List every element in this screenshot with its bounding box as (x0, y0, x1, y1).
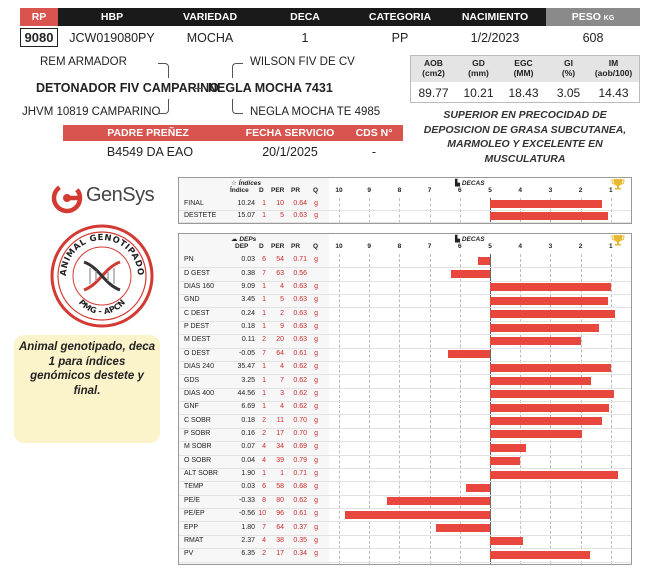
header-rp: RP (31, 11, 47, 23)
pedigree-line (195, 88, 203, 89)
row-percentile: 34 (276, 443, 284, 451)
cds-value: - (371, 145, 377, 159)
row-quality: g (314, 211, 318, 219)
row-quality: g (314, 389, 318, 397)
row-precision: 0.63 (293, 282, 307, 290)
row-label: DIAS 240 (184, 363, 214, 371)
gd-value: 10.21 (463, 86, 494, 100)
row-precision: 0.79 (293, 456, 307, 464)
deca-bar (490, 457, 520, 465)
row-deca: 6 (262, 483, 266, 491)
row-quality: g (314, 282, 318, 290)
egc-value: 18.43 (508, 86, 539, 100)
row-quality: g (314, 199, 318, 207)
row-label: EPP (184, 523, 199, 531)
aob-table (410, 55, 640, 103)
deca-bar (490, 324, 599, 332)
row-separator (179, 281, 631, 282)
deca-tick-label: 9 (367, 187, 371, 194)
row-quality: g (314, 523, 318, 531)
row-precision: 0.63 (293, 296, 307, 304)
row-value: 3.45 (241, 296, 255, 304)
row-separator (179, 521, 631, 522)
row-separator (179, 495, 631, 496)
row-percentile: 64 (276, 349, 284, 357)
deca-bar (490, 297, 608, 305)
deca-tick-label: 4 (518, 243, 522, 250)
row-label: C DEST (184, 309, 210, 317)
row-separator (179, 441, 631, 442)
row-value: -0.05 (239, 349, 255, 357)
row-label: D GEST (184, 269, 211, 277)
row-deca: 6 (262, 256, 266, 264)
deca-bar (490, 377, 591, 385)
row-value: 44.56 (237, 389, 255, 397)
row-percentile: 54 (276, 256, 284, 264)
row-precision: 0.61 (293, 349, 307, 357)
row-precision: 0.71 (293, 256, 307, 264)
deca-bar (490, 404, 609, 412)
header-padre-prenez: PADRE PREÑEZ (107, 127, 189, 139)
row-percentile: 7 (280, 376, 284, 384)
row-separator (179, 307, 631, 308)
indices-title: ☆ Índices (231, 180, 262, 187)
deps-col-pr: PR (291, 243, 301, 250)
row-quality: g (314, 256, 318, 264)
row-label: ALT SOBR (184, 470, 218, 478)
aob-value: 89.77 (418, 86, 449, 100)
header-nacimiento: NACIMIENTO (461, 11, 529, 23)
trophy-icon (611, 178, 625, 190)
row-precision: 0.62 (293, 389, 307, 397)
row-separator (179, 267, 631, 268)
row-precision: 0.64 (293, 199, 307, 207)
row-precision: 0.63 (293, 309, 307, 317)
row-value: 6.69 (241, 403, 255, 411)
aob-header-aob: AOB (cm2) (422, 58, 445, 78)
row-percentile: 63 (276, 269, 284, 277)
row-quality: g (314, 429, 318, 437)
row-deca: 4 (262, 456, 266, 464)
dam-sire: WILSON FIV DE CV (250, 56, 355, 68)
row-precision: 0.69 (293, 443, 307, 451)
row-value: 35.47 (237, 363, 255, 371)
row-quality: g (314, 336, 318, 344)
row-value: -0.33 (239, 496, 255, 504)
row-label: O DEST (184, 349, 211, 357)
deca-bar (490, 310, 615, 318)
deca-tick-label: 1 (608, 243, 613, 250)
row-quality: g (314, 443, 318, 451)
deca-tick-label: 10 (335, 187, 343, 194)
row-value: 1.90 (241, 470, 255, 478)
deps-col-q: Q (313, 243, 319, 250)
deca-bar (490, 444, 526, 452)
row-value: 0.07 (241, 443, 255, 451)
row-precision: 0.37 (293, 523, 307, 531)
row-percentile: 1 (280, 470, 284, 478)
indices-panel (178, 177, 632, 224)
row-percentile: 17 (276, 550, 284, 558)
row-value: 15.07 (237, 211, 255, 219)
row-label: O SOBR (184, 456, 212, 464)
deps-decas-label: ▙ DECAS (455, 236, 485, 243)
row-value: 0.18 (241, 416, 255, 424)
dam-dam: NEGLA MOCHA TE 4985 (250, 106, 381, 118)
row-separator (179, 348, 631, 349)
deps-panel (178, 233, 632, 565)
row-percentile: 38 (276, 536, 284, 544)
aob-header-gi: GI (%) (561, 58, 576, 78)
row-label: PE/E (184, 496, 200, 504)
row-percentile: 39 (276, 456, 284, 464)
row-value: 0.16 (241, 429, 255, 437)
row-quality: g (314, 456, 318, 464)
gensys-wordmark: GenSys (86, 184, 155, 206)
indices-col-d: D (259, 187, 264, 194)
gensys-logo (50, 178, 170, 218)
fecha-servicio-value: 20/1/2025 (262, 145, 318, 159)
row-value: 0.38 (241, 269, 255, 277)
deca-bar (490, 537, 523, 545)
row-deca: 1 (262, 296, 266, 304)
variedad-value: MOCHA (186, 31, 234, 45)
row-quality: g (314, 323, 318, 331)
row-precision: 0.34 (293, 550, 307, 558)
deca-bar (490, 337, 581, 345)
row-label: DESTETE (184, 211, 217, 219)
header-peso: PESO KG (571, 11, 615, 23)
sire: DETONADOR FIV CAMPARINO (36, 81, 219, 95)
row-separator (179, 481, 631, 482)
row-precision: 0.63 (293, 211, 307, 219)
deca-bar (490, 364, 611, 372)
row-quality: g (314, 510, 318, 518)
row-quality: g (314, 376, 318, 384)
row-label: DIAS 160 (184, 282, 214, 290)
row-percentile: 2 (280, 309, 284, 317)
row-precision: 0.70 (293, 429, 307, 437)
deca-tick-label: 3 (548, 243, 553, 250)
row-deca: 2 (262, 429, 266, 437)
deca-tick-label: 7 (427, 187, 432, 194)
row-quality: g (314, 416, 318, 424)
pedigree-line (158, 99, 169, 114)
row-percentile: 3 (280, 389, 284, 397)
row-value: 0.18 (241, 323, 255, 331)
row-quality: g (314, 496, 318, 504)
deca-bar (490, 430, 582, 438)
deca-bar (436, 524, 490, 532)
row-deca: 2 (262, 550, 266, 558)
row-value: 0.11 (241, 336, 255, 344)
deca-bar (466, 484, 490, 492)
row-deca: 7 (262, 349, 266, 357)
row-precision: 0.62 (293, 363, 307, 371)
deca-gridline (611, 254, 612, 564)
row-separator (179, 361, 631, 362)
sire-dam: JHVM 10819 CAMPARINO (22, 106, 161, 118)
row-deca: 8 (262, 496, 266, 504)
service-header-bar (63, 125, 403, 141)
row-percentile: 64 (276, 523, 284, 531)
row-quality: g (314, 536, 318, 544)
row-percentile: 5 (280, 296, 284, 304)
header-cds: CDS N° (355, 127, 393, 139)
header-bar (20, 8, 640, 26)
deca-tick-label: 5 (488, 243, 492, 250)
row-value: 6.35 (241, 550, 255, 558)
deca-tick-label: 4 (518, 187, 522, 194)
categoria-value: PP (391, 31, 409, 45)
rp-value: 9080 (20, 28, 58, 47)
row-label: P SOBR (184, 429, 211, 437)
row-label: GNF (184, 403, 199, 411)
row-precision: 0.56 (293, 269, 307, 277)
row-label: M SOBR (184, 443, 212, 451)
row-separator (179, 414, 631, 415)
callout-text: Animal genotipado, deca 1 para índices genómicos destete y final. (18, 341, 156, 397)
dam: NEGLA MOCHA 7431 (208, 81, 333, 95)
deca-tick-label: 8 (397, 243, 402, 250)
row-percentile: 10 (276, 199, 284, 207)
row-quality: g (314, 470, 318, 478)
row-separator (179, 401, 631, 402)
row-separator (179, 548, 631, 549)
deca-bar (490, 390, 614, 398)
row-deca: 1 (262, 470, 266, 478)
header-variedad: VARIEDAD (182, 11, 238, 23)
row-quality: g (314, 403, 318, 411)
genotyped-seal (50, 224, 154, 328)
deca-bar (387, 497, 490, 505)
row-separator (179, 374, 631, 375)
gi-value: 3.05 (556, 86, 581, 100)
deca-bar (490, 471, 618, 479)
row-quality: g (314, 309, 318, 317)
deca-bar (478, 257, 490, 265)
row-value: 0.24 (241, 309, 255, 317)
row-separator (179, 388, 631, 389)
deca-tick-label: 8 (397, 187, 402, 194)
row-label: TEMP (184, 483, 204, 491)
deca-tick-label: 2 (578, 243, 583, 250)
deca-tick-label: 7 (427, 243, 432, 250)
evaluation-note: SUPERIOR EN PRECOCIDAD DE DEPOSICION DE GRASA SUBCUTANEA, MARMOLEO Y EXCELENTE EN MUSCULATURA (423, 109, 627, 165)
aob-header-im: IM (aob/100) (594, 58, 633, 78)
row-deca: 1 (262, 363, 266, 371)
deca-gridline (339, 254, 340, 564)
indices-decas-label: ▙ DECAS (455, 180, 485, 187)
row-deca: 1 (262, 211, 266, 219)
row-deca: 2 (262, 336, 266, 344)
deca-tick-label: 6 (457, 187, 462, 194)
deps-col-dep: DEP (235, 243, 249, 250)
row-label: C SOBR (184, 416, 211, 424)
row-percentile: 17 (276, 429, 284, 437)
row-value: 0.03 (241, 256, 255, 264)
deca-bar (490, 283, 611, 291)
row-separator (179, 455, 631, 456)
deca-bar (345, 511, 490, 519)
row-percentile: 11 (276, 416, 284, 424)
row-precision: 0.62 (293, 496, 307, 504)
row-separator (179, 428, 631, 429)
row-label: M DEST (184, 336, 211, 344)
row-quality: g (314, 483, 318, 491)
svg-text:ANIMAL GENOTIPADO: ANIMAL GENOTIPADO (58, 232, 146, 277)
row-precision: 0.71 (293, 470, 307, 478)
row-value: -0.56 (239, 510, 255, 518)
indices-col-pr: PR (291, 187, 301, 194)
deps-title: ☁ DEPs (231, 236, 257, 243)
deca-tick-label: 3 (548, 187, 553, 194)
row-deca: 1 (262, 376, 266, 384)
deca-tick-label: 9 (367, 243, 371, 250)
row-quality: g (314, 296, 318, 304)
deca-tick-label: 5 (488, 187, 492, 194)
svg-text:PMG - APCN: PMG - APCN (76, 297, 128, 317)
row-percentile: 4 (280, 282, 284, 290)
row-label: GND (184, 296, 200, 304)
row-deca: 1 (262, 389, 266, 397)
row-precision: 0.62 (293, 376, 307, 384)
row-deca: 7 (262, 523, 266, 531)
row-value: 10.24 (237, 199, 255, 207)
row-deca: 10 (258, 510, 266, 518)
deca-bar (490, 417, 602, 425)
row-percentile: 9 (280, 323, 284, 331)
gensys-mark-icon (50, 181, 84, 215)
row-label: P DEST (184, 323, 210, 331)
row-deca: 1 (262, 199, 266, 207)
deps-col-per: PER (271, 243, 285, 250)
row-precision: 0.63 (293, 323, 307, 331)
row-separator (179, 294, 631, 295)
row-separator (179, 562, 631, 563)
row-value: 0.04 (241, 456, 255, 464)
row-value: 2.37 (241, 536, 255, 544)
row-value: 9.09 (241, 282, 255, 290)
row-percentile: 4 (280, 403, 284, 411)
row-deca: 4 (262, 536, 266, 544)
row-value: 1.80 (241, 523, 255, 531)
deca-bar (490, 200, 602, 208)
row-separator (179, 535, 631, 536)
deca-tick-label: 10 (335, 243, 343, 250)
row-label: PE/EP (184, 510, 205, 518)
sire-sire: REM ARMADOR (40, 56, 127, 68)
row-percentile: 4 (280, 363, 284, 371)
deca-bar (451, 270, 490, 278)
deca-bar (448, 350, 490, 358)
header-deca: DECA (290, 11, 320, 23)
row-label: RMAT (184, 536, 204, 544)
row-separator (179, 468, 631, 469)
row-separator (179, 508, 631, 509)
row-deca: 1 (262, 282, 266, 290)
pedigree-line (232, 63, 243, 78)
row-quality: g (314, 363, 318, 371)
aob-header-gd: GD (mm) (468, 58, 489, 78)
row-percentile: 20 (276, 336, 284, 344)
deps-col-d: D (259, 243, 264, 250)
row-label: FINAL (184, 199, 204, 207)
row-separator (179, 222, 631, 223)
row-precision: 0.70 (293, 416, 307, 424)
row-deca: 4 (262, 443, 266, 451)
row-deca: 7 (262, 269, 266, 277)
row-percentile: 58 (276, 483, 284, 491)
row-label: DIAS 400 (184, 389, 214, 397)
pedigree-line (158, 63, 169, 78)
trophy-icon (611, 234, 625, 246)
padre-prenez-value: B4549 DA EAO (106, 145, 194, 159)
row-separator (179, 321, 631, 322)
row-deca: 1 (262, 309, 266, 317)
deca-value: 1 (301, 31, 309, 45)
header-hbp: HBP (100, 11, 124, 23)
row-percentile: 80 (276, 496, 284, 504)
row-precision: 0.62 (293, 403, 307, 411)
row-label: PN (184, 256, 194, 264)
pedigree-line (232, 99, 243, 114)
deca-tick-label: 2 (578, 187, 583, 194)
row-label: PV (184, 550, 194, 558)
indices-col-per: PER (271, 187, 285, 194)
nacimiento-value: 1/2/2023 (470, 31, 520, 45)
row-percentile: 96 (276, 510, 284, 518)
aob-header-egc: EGC (MM) (513, 58, 534, 78)
deca-tick-label: 1 (608, 187, 613, 194)
row-quality: g (314, 349, 318, 357)
hbp-value: JCW019080PY (69, 31, 155, 45)
row-quality: g (314, 550, 318, 558)
row-label: GDS (184, 376, 200, 384)
header-fecha-servicio: FECHA SERVICIO (245, 127, 335, 139)
deca-bar (490, 212, 608, 220)
row-separator (179, 334, 631, 335)
row-precision: 0.35 (293, 536, 307, 544)
row-value: 3.25 (241, 376, 255, 384)
peso-value: 608 (582, 31, 604, 45)
row-percentile: 5 (280, 211, 284, 219)
row-precision: 0.61 (293, 510, 307, 518)
row-deca: 1 (262, 323, 266, 331)
indices-col-indice: Índice (230, 187, 249, 194)
indices-col-q: Q (313, 187, 319, 194)
deca-tick-label: 6 (457, 243, 462, 250)
row-deca: 1 (262, 403, 266, 411)
row-deca: 2 (262, 416, 266, 424)
row-precision: 0.68 (293, 483, 307, 491)
header-categoria: CATEGORIA (368, 11, 432, 23)
im-value: 14.43 (598, 86, 629, 100)
row-value: 0.03 (241, 483, 255, 491)
deca-bar (490, 551, 590, 559)
row-precision: 0.63 (293, 336, 307, 344)
